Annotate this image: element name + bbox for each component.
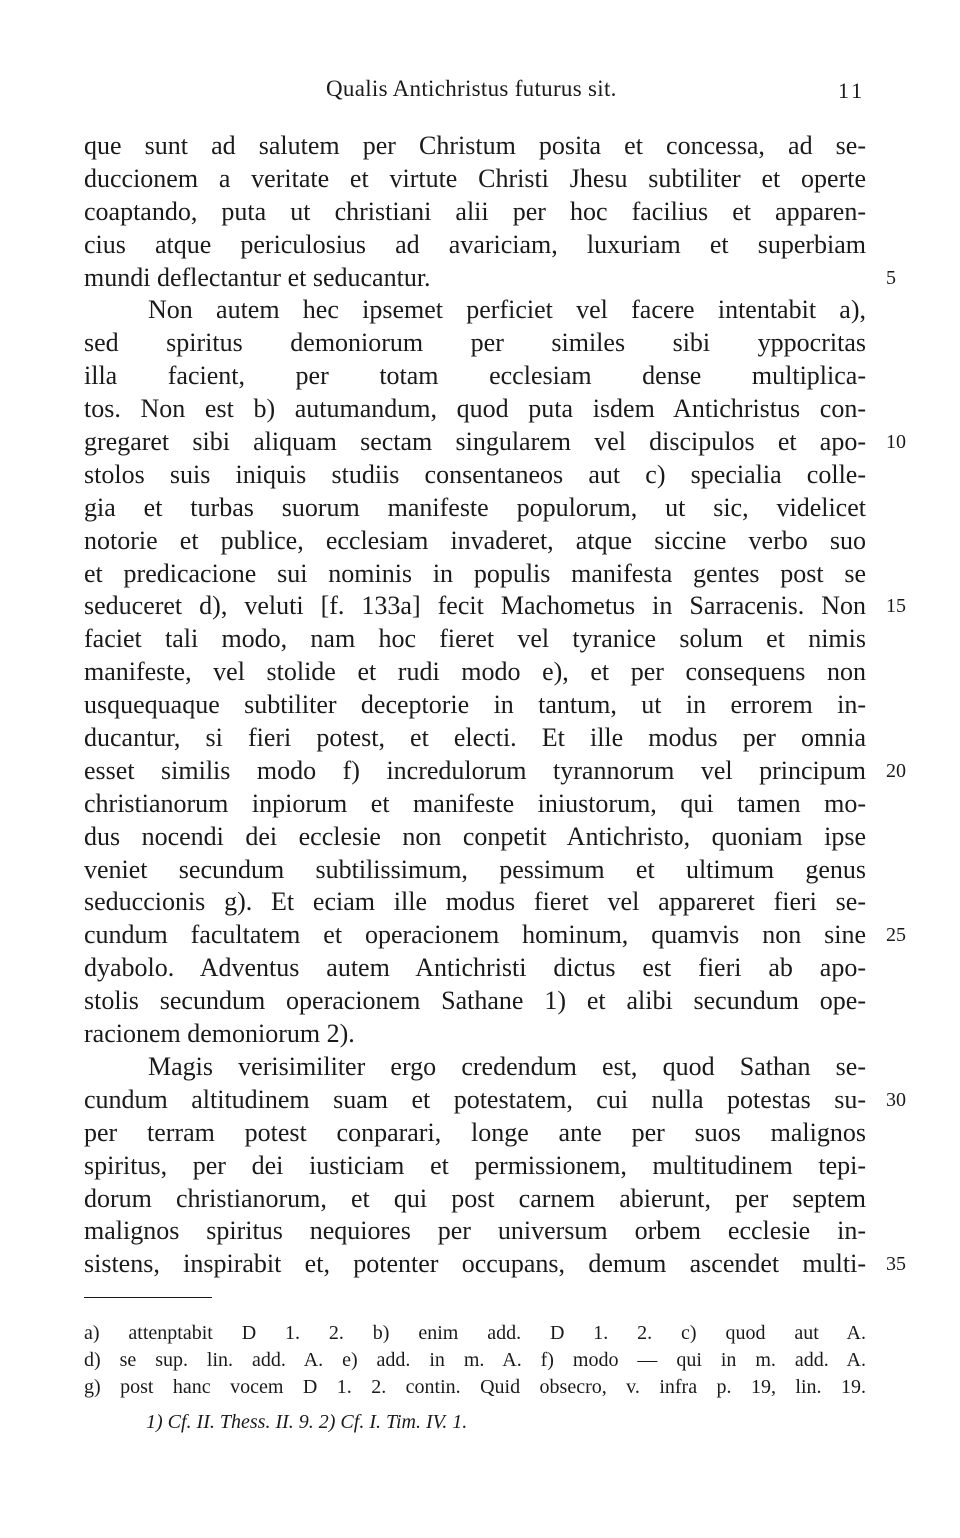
- line-text: malignos spiritus nequiores per universum orbem ecclesie in-: [84, 1216, 866, 1246]
- line-text: gia et turbas suorum manifeste populorum, ut sic, videlicet: [84, 492, 866, 522]
- line-text: usquequaque subtiliter deceptorie in tantum, ut in errorem in-: [84, 690, 866, 720]
- text-line: [84, 1183, 866, 1216]
- text-line: [84, 1248, 906, 1281]
- text-line: [84, 854, 866, 887]
- line-text: dyabolo. Adventus autem Antichristi dictus est fieri ab apo-: [84, 953, 866, 983]
- line-text: gregaret sibi aliquam sectam singularem vel discipulos et apo-: [84, 427, 866, 457]
- text-line: [84, 360, 866, 393]
- line-text: que sunt ad salutem per Christum posita et concessa, ad se-: [84, 131, 866, 160]
- body-text: [84, 130, 906, 1281]
- line-text: cundum facultatem et operacionem hominum, quamvis non sine: [84, 920, 866, 950]
- line-text: christianorum inpiorum et manifeste iniustorum, qui tamen mo-: [84, 788, 866, 818]
- text-line: [84, 656, 866, 689]
- footnote-line: g) post hanc vocem D 1. 2. contin. Quid obsecro, v. infra p. 19, lin. 19.: [84, 1376, 866, 1398]
- line-text: seduccionis g). Et eciam ille modus fieret vel appareret fieri se-: [84, 887, 866, 917]
- text-line: [84, 229, 866, 262]
- footnotes: [84, 1320, 866, 1401]
- line-number: 25: [886, 924, 906, 947]
- line-text: racionem demoniorum 2).: [84, 1019, 355, 1049]
- line-text: tos. Non est b) autumandum, quod puta isdem Antichristus con-: [84, 394, 866, 424]
- line-text: faciet tali modo, nam hoc fieret vel tyranice solum et nimis: [84, 624, 866, 654]
- text-line: [84, 393, 866, 426]
- text-line: [84, 1051, 866, 1084]
- line-text: duccionem a veritate et virtute Christi Jhesu subtiliter et operte: [84, 163, 866, 193]
- text-line: [84, 689, 866, 722]
- text-line: [84, 262, 896, 295]
- text-line: [84, 294, 866, 327]
- text-line: [84, 919, 906, 952]
- line-text: dorum christianorum, et qui post carnem abierunt, per septem: [84, 1183, 866, 1213]
- text-line: [84, 985, 866, 1018]
- text-line: [84, 1084, 906, 1117]
- line-number: 35: [886, 1253, 906, 1276]
- text-line: [84, 788, 866, 821]
- text-line: [84, 163, 866, 196]
- text-line: [84, 590, 906, 623]
- line-text: veniet secundum subtilissimum, pessimum et ultimum genus: [84, 854, 866, 884]
- text-line: [84, 1150, 866, 1183]
- line-number: 10: [886, 431, 906, 454]
- text-line: [84, 130, 866, 163]
- line-text: cundum altitudinem suam et potestatem, cui nulla potestas su-: [84, 1084, 866, 1114]
- line-text: Non autem hec ipsemet perficiet vel facere intentabit a),: [148, 295, 866, 325]
- text-line: [84, 1215, 866, 1248]
- text-line: [84, 492, 866, 525]
- text-line: [84, 821, 866, 854]
- line-text: spiritus, per dei iusticiam et permissionem, multitudinem tepi-: [84, 1150, 866, 1180]
- line-text: cius atque periculosius ad avariciam, luxuriam et superbiam: [84, 229, 866, 259]
- line-text: seduceret d), veluti [f. 133a] fecit Machometus in Sarracenis. Non: [84, 591, 866, 621]
- text-line: [84, 952, 866, 985]
- line-text: Magis verisimiliter ergo credendum est, quod Sathan se-: [148, 1051, 866, 1081]
- text-line: [84, 1018, 866, 1051]
- line-text: coaptando, puta ut christiani alii per hoc facilius et apparen-: [84, 196, 866, 226]
- line-text: notorie et publice, ecclesiam invaderet, atque siccine verbo suo: [84, 525, 866, 555]
- footnote-line: a) attenptabit D 1. 2. b) enim add. D 1. 2. c) quod aut A.: [84, 1322, 866, 1344]
- text-line: [84, 886, 866, 919]
- footnote-separator: [84, 1297, 212, 1298]
- line-text: sistens, inspirabit et, potenter occupans, demum ascendet multi-: [84, 1249, 866, 1279]
- line-text: manifeste, vel stolide et rudi modo e), et per consequens non: [84, 657, 866, 687]
- page-number: 11: [838, 78, 866, 103]
- text-line: [84, 525, 866, 558]
- text-line: [84, 722, 866, 755]
- line-number: 30: [886, 1088, 906, 1111]
- line-number: 20: [886, 759, 906, 782]
- text-line: [84, 459, 866, 492]
- line-text: ducantur, si fieri potest, et electi. Et ille modus per omnia: [84, 723, 866, 753]
- line-text: et predicacione sui nominis in populis manifesta gentes post se: [84, 558, 866, 588]
- page-header: [0, 76, 960, 112]
- footnote-line: d) se sup. lin. add. A. e) add. in m. A. f) modo — qui in m. add. A.: [84, 1349, 866, 1371]
- line-text: mundi deflectantur et seducantur.: [84, 262, 431, 292]
- line-text: illa facient, per totam ecclesiam dense multiplica-: [84, 361, 866, 391]
- line-text: stolos suis iniquis studiis consentaneos aut c) specialia colle-: [84, 459, 866, 489]
- text-line: [84, 327, 866, 360]
- running-title: Qualis Antichristus futurus sit.: [326, 76, 617, 101]
- line-text: esset similis modo f) incredulorum tyrannorum vel principum: [84, 755, 866, 785]
- line-text: stolis secundum operacionem Sathane 1) et alibi secundum ope-: [84, 986, 866, 1016]
- line-text: sed spiritus demoniorum per similes sibi yppocritas: [84, 328, 866, 358]
- text-line: [84, 1117, 866, 1150]
- scripture-references: 1) Cf. II. Thess. II. 9. 2) Cf. I. Tim. IV. 1.: [146, 1411, 468, 1433]
- text-line: [84, 755, 906, 788]
- line-number: 15: [886, 595, 906, 618]
- text-line: [84, 196, 866, 229]
- line-text: per terram potest conparari, longe ante per suos malignos: [84, 1117, 866, 1147]
- text-line: [84, 426, 906, 459]
- text-line: [84, 623, 866, 656]
- line-number: 5: [886, 266, 896, 289]
- line-text: dus nocendi dei ecclesie non conpetit Antichristo, quoniam ipse: [84, 821, 866, 851]
- text-line: [84, 558, 866, 591]
